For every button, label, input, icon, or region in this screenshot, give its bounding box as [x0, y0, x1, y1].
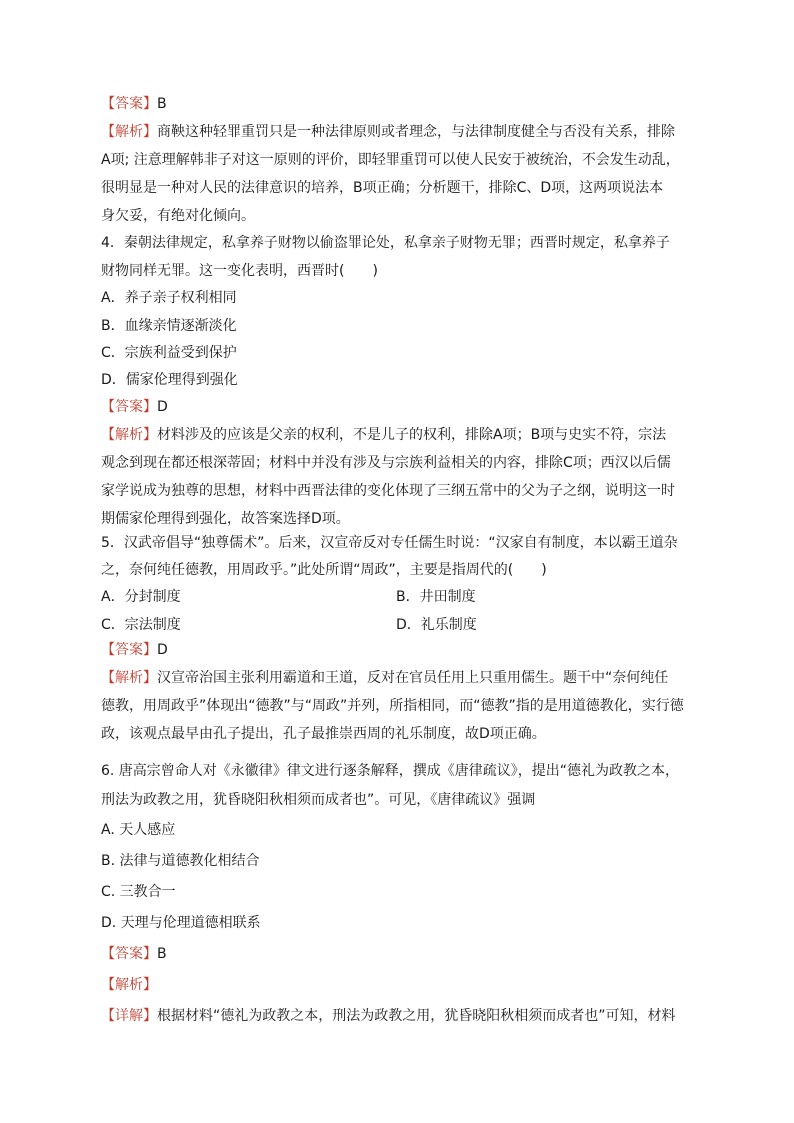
analysis-tag: 【解析】: [101, 124, 157, 140]
q4-analysis-line: 期儒家伦理得到强化，故答案选择D项。: [101, 511, 350, 527]
q3-analysis-line: 很明显是一种对人民的法律意识的培养，B项正确；分析题干，排除C、D项，这两项说法本: [101, 180, 664, 196]
answer-tag: 【答案】: [101, 642, 157, 658]
q5-answer: [101, 640, 701, 660]
q4-answer: [101, 397, 701, 417]
q6-option-d: D. 天理与伦理道德相联系: [101, 915, 261, 931]
q5-option-b: B．井田制度: [396, 589, 476, 605]
q4-option-c: C．宗族利益受到保护: [101, 345, 237, 361]
answer-value: D: [157, 399, 168, 415]
q5-analysis-line: 【解析】汉宣帝治国主张利用霸道和王道，反对在官员任用上只重用儒生。题干中“奈何纯任: [101, 670, 669, 686]
q5-stem-line: 5．汉武帝倡导“独尊儒术”。后来，汉宣帝反对专任儒生时说：“汉家自有制度，本以霸王道杂: [101, 535, 678, 551]
q3-answer: [101, 94, 701, 114]
q4-analysis-line: 家学说成为独尊的思想，材料中西晋法律的变化体现了三纲五常中的父为子之纲，说明这一时: [101, 483, 675, 499]
q6-option-a: A. 天人感应: [101, 822, 176, 838]
answer-value: D: [157, 642, 168, 658]
q4-option-d: D．儒家伦理得到强化: [101, 372, 238, 388]
q4-stem-line: 财物同样无罪。这一变化表明，西晋时( ): [101, 263, 378, 279]
q3-analysis-line: 【解析】商鞅这种轻罪重罚只是一种法律原则或者理念，与法律制度健全与否没有关系，排除: [101, 124, 675, 140]
q6-option-c: C. 三教合一: [101, 884, 176, 900]
answer-tag: 【答案】: [101, 946, 157, 962]
q3-analysis-line: 身欠妥，有绝对化倾向。: [101, 208, 255, 224]
answer-tag: 【答案】: [101, 399, 157, 415]
q5-option-a: A．分封制度: [101, 589, 181, 605]
answer-value: B: [157, 946, 167, 962]
q3-analysis-line: A项; 注意理解韩非子对这一原则的评价，即轻罪重罚可以使人民安于被统治，不会发生动乱，: [101, 152, 680, 168]
q6-stem-line: 刑法为政教之用，犹昏晓阳秋相须而成者也”。可见，《唐律疏议》强调: [101, 792, 536, 808]
analysis-tag: 【解析】: [101, 670, 157, 686]
answer-value: B: [157, 96, 167, 112]
q4-option-a: A．养子亲子权利相同: [101, 290, 237, 306]
q5-stem-line: 之，奈何纯任德教，用周政乎。”此处所谓“周政”，主要是指周代的( ): [101, 562, 547, 578]
q4-analysis-line: 【解析】材料涉及的应该是父亲的权利，不是儿子的权利，排除A项；B项与史实不符，宗法: [101, 427, 667, 443]
q6-answer: [101, 944, 701, 964]
answer-tag: 【答案】: [101, 96, 157, 112]
q5-option-c: C．宗法制度: [101, 617, 181, 633]
q4-stem-line: 4．秦朝法律规定，私拿养子财物以偷盗罪论处，私拿亲子财物无罪；西晋时规定，私拿养子: [101, 235, 670, 251]
q4-option-b: B．血缘亲情逐渐淡化: [101, 318, 237, 334]
q6-analysis: [101, 975, 701, 995]
q5-analysis-line: 政，该观点最早由孔子提出，孔子最推崇西周的礼乐制度，故D项正确。: [101, 726, 546, 742]
q5-option-d: D．礼乐制度: [396, 617, 477, 633]
analysis-tag: 【解析】: [101, 427, 157, 443]
q6-stem-line: 6. 唐高宗曾命人对《永徽律》律文进行逐条解释，撰成《唐律疏议》，提出“德礼为政教之本，: [101, 763, 680, 779]
q6-option-b: B. 法律与道德教化相结合: [101, 853, 260, 869]
q5-analysis-line: 德教，用周政乎”体现出“德教”与“周政”并列，所指相同，而“德教”指的是用道德教化，实行德: [101, 698, 684, 714]
q6-detail-line: 【详解】根据材料“德礼为政教之本，刑法为政教之用，犹昏晓阳秋相须而成者也”可知，材料: [101, 1008, 676, 1024]
q4-analysis-line: 观念到现在都还根深蒂固；材料中并没有涉及与宗族利益相关的内容，排除C项；西汉以后儒: [101, 455, 671, 471]
analysis-tag: 【解析】: [101, 977, 157, 993]
detail-tag: 【详解】: [101, 1008, 157, 1024]
